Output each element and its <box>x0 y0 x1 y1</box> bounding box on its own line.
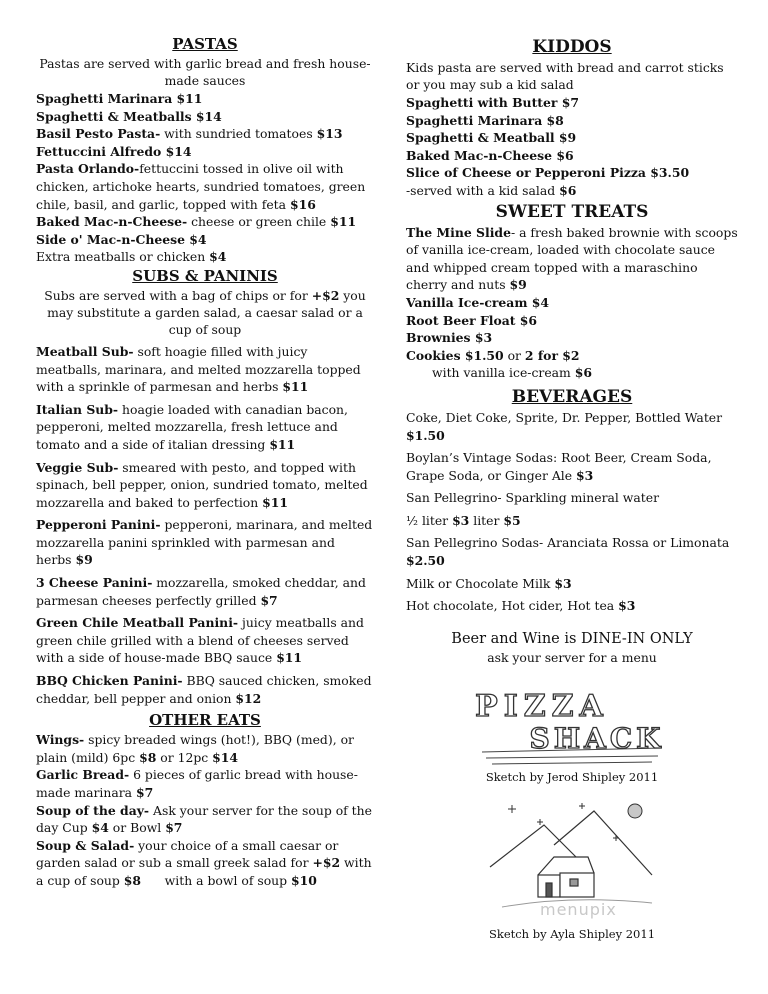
menu-item: Brownies $3 <box>406 330 493 346</box>
menu-item: Vanilla Ice-cream $4 <box>406 294 549 310</box>
subs-intro: Subs are served with a bag of chips or for +$2 you may substitute a garden salad, a caesar salad or a cup of soup <box>44 287 366 337</box>
menu-item: The Mine Slide- a fresh baked brownie with scoops of vanilla ice-cream, loaded with chocolate sauce and whipped cream topped with a maraschino cherry and nuts $9 <box>406 224 738 293</box>
dine-in-note: Beer and Wine is DINE-IN ONLY <box>451 631 693 647</box>
beverages-heading: BEVERAGES <box>511 386 633 407</box>
logo-line-1: PIZZA <box>475 689 609 724</box>
menu-item: Slice of Cheese or Pepperoni Pizza $3.50 <box>406 165 690 181</box>
left-column <box>36 34 374 890</box>
menu-item: BBQ Chicken Panini- BBQ sauced chicken, smoked cheddar, bell pepper and onion $12 <box>36 673 372 706</box>
kiddos-note: -served with a kid salad $6 <box>406 182 577 198</box>
subs-heading: SUBS & PANINIS <box>132 266 278 285</box>
kiddos-heading: KIDDOS <box>532 37 612 57</box>
menu-item: Wings- spicy breaded wings (hot!), BBQ (med), or plain (mild) 6pc $8 or 12pc $14 <box>36 732 354 765</box>
menu-item: Baked Mac-n-Cheese $6 <box>406 147 574 163</box>
menu-item: Extra meatballs or chicken $4 <box>36 249 227 265</box>
star-icon <box>508 803 619 841</box>
menu-item: Spaghetti & Meatballs $14 <box>36 108 222 124</box>
pastas-list <box>36 90 374 266</box>
moon-icon <box>628 804 642 818</box>
watermark: menupix <box>540 900 617 919</box>
subs-list <box>36 343 374 707</box>
other-eats-list <box>36 731 374 889</box>
menu-item: San Pellegrino- Sparkling mineral water <box>406 490 660 506</box>
kiddos-intro: Kids pasta are served with bread and carrot sticks or you may sub a kid salad <box>406 60 724 92</box>
other-eats-heading: OTHER EATS <box>149 711 261 730</box>
menu-item: Baked Mac-n-Cheese- cheese or green chile $11 <box>36 214 357 230</box>
pizza-shack-logo <box>472 674 672 770</box>
menu-item: Spaghetti Marinara $8 <box>406 112 564 128</box>
logo-line-2: SHACK <box>529 722 665 755</box>
beverages-list <box>406 409 738 615</box>
menu-item: Garlic Bread- 6 pieces of garlic bread with house-made marinara $7 <box>36 767 358 800</box>
sketch-credit-1: Sketch by Jerod Shipley 2011 <box>485 770 659 784</box>
menu-item: Side o' Mac-n-Cheese $4 <box>36 231 207 247</box>
menu-item: Soup of the day- Ask your server for the soup of the day Cup $4 or Bowl $7 <box>36 802 372 836</box>
kiddos-list <box>406 94 738 200</box>
pastas-intro: Pastas are served with garlic bread and fresh house-made sauces <box>39 56 371 88</box>
menu-item: Spaghetti & Meatball $9 <box>406 130 577 146</box>
menu-item: Spaghetti with Butter $7 <box>406 95 579 110</box>
menu-item: Italian Sub- hoagie loaded with canadian bacon, pepperoni, melted mozzarella, fresh lettuce and tomato and a side of italian dressing $11 <box>36 401 348 452</box>
menu-item: Basil Pesto Pasta- with sundried tomatoes $13 <box>36 126 343 142</box>
menu-item: Milk or Chocolate Milk $3 <box>406 575 572 591</box>
menu-item: Meatball Sub- soft hoagie filled with juicy meatballs, marinara, and melted mozzarella topped with a sprinkle of parmesan and herbs $11 <box>36 343 361 395</box>
right-column <box>406 36 738 615</box>
menu-item: San Pellegrino Sodas- Aranciata Rossa or Limonata $2.50 <box>406 535 730 569</box>
footer-area <box>406 630 738 942</box>
ask-server-note: ask your server for a menu <box>487 650 657 665</box>
menu-item: Cookies $1.50 or 2 for $2 <box>406 347 580 363</box>
menu-item: Veggie Sub- smeared with pesto, and topped with spinach, bell pepper, onion, sundried tomato, melted mozzarella and baked to perfection $11 <box>36 459 368 510</box>
sweet-treats-heading: SWEET TREATS <box>495 201 649 222</box>
menu-item: Hot chocolate, Hot cider, Hot tea $3 <box>406 598 636 614</box>
menu-item: Spaghetti Marinara $11 <box>36 91 203 106</box>
menu-item: Coke, Diet Coke, Sprite, Dr. Pepper, Bottled Water $1.50 <box>406 409 723 443</box>
menu-item: Green Chile Meatball Panini- juicy meatballs and green chile grilled with a blend of cheeses served with a side of house-made BBQ sauce $11 <box>36 615 364 666</box>
pastas-heading: PASTAS <box>172 35 238 53</box>
sweet-treats-list <box>406 224 738 382</box>
menu-item: Pepperoni Panini- pepperoni, marinara, and melted mozzarella panini sprinkled with parmesan and herbs $9 <box>36 517 373 568</box>
mountain-house-sketch <box>482 797 662 917</box>
sketch-credit-2: Sketch by Ayla Shipley 2011 <box>488 927 656 941</box>
menu-item: Fettuccini Alfredo $14 <box>36 143 192 159</box>
menu-item: ½ liter $3 liter $5 <box>406 512 521 528</box>
menu-item: Boylan’s Vintage Sodas: Root Beer, Cream Soda, Grape Soda, or Ginger Ale $3 <box>406 450 712 483</box>
house-icon <box>538 857 594 897</box>
menu-item: 3 Cheese Panini- mozzarella, smoked cheddar, and parmesan cheeses perfectly grilled $7 <box>36 575 366 608</box>
menu-item: Soup & Salad- your choice of a small caesar or garden salad or sub a small greek salad for +$2 with a cup of soup $8 with a bowl of soup $10 <box>36 837 376 888</box>
menu-item-note: with vanilla ice-cream $6 <box>432 365 592 381</box>
menu-item: Pasta Orlando-fettuccini tossed in olive oil with chicken, artichoke hearts, sundried tomatoes, green chile, basil, and garlic, topped with feta $16 <box>36 161 366 212</box>
menu-item: Root Beer Float $6 <box>406 312 538 328</box>
